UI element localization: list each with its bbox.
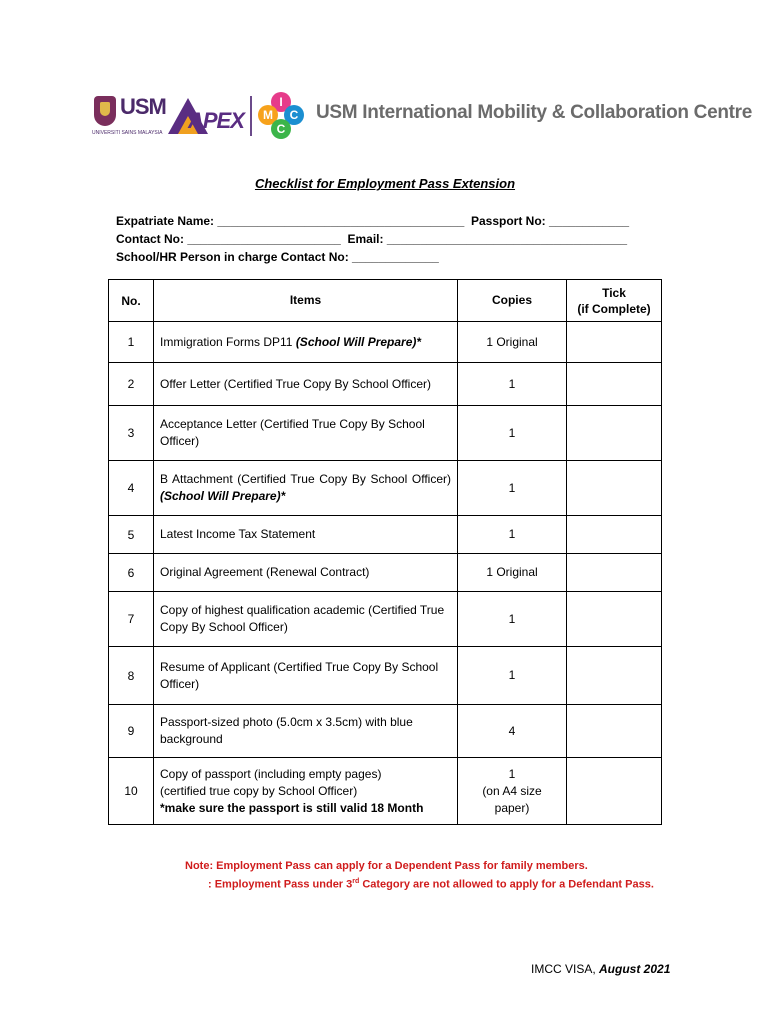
row-tick-cell[interactable] xyxy=(567,461,662,516)
row-tick-cell[interactable] xyxy=(567,322,662,363)
row-tick-cell[interactable] xyxy=(567,592,662,647)
row-item-emphasis: (School Will Prepare)* xyxy=(160,489,286,503)
centre-name: USM International Mobility & Collaboration Centre xyxy=(316,102,753,123)
header-no: No. xyxy=(109,280,154,322)
hr-contact-field[interactable]: School/HR Person in charge Contact No: _____________ xyxy=(116,250,439,264)
imcc-letter-i: I xyxy=(271,92,291,112)
row-copies: 1 xyxy=(458,647,567,705)
table-row xyxy=(109,705,662,758)
passport-no-field[interactable]: Passport No: ____________ xyxy=(470,214,630,228)
usm-logo-text: USM xyxy=(120,94,166,119)
email-field[interactable]: Email: ____________________________________ xyxy=(347,232,628,246)
row-no: 3 xyxy=(109,406,154,461)
table-row xyxy=(109,363,662,406)
header-copies: Copies xyxy=(458,280,567,322)
table-header-row xyxy=(109,280,662,322)
note-text: Category are not allowed to apply for a Defendant Pass. xyxy=(359,878,654,891)
row-item: Resume of Applicant (Certified True Copy By School Officer) xyxy=(154,647,458,705)
row-item xyxy=(154,461,458,516)
row-no: 9 xyxy=(109,705,154,758)
row-tick-cell[interactable] xyxy=(567,363,662,406)
table-row xyxy=(109,554,662,592)
row-no: 8 xyxy=(109,647,154,705)
expatriate-name-field[interactable]: Expatriate Name: _____________________________________ xyxy=(116,214,465,228)
header-items: Items xyxy=(154,280,458,322)
table-row xyxy=(109,592,662,647)
table-row xyxy=(109,758,662,825)
contact-line xyxy=(116,232,627,246)
row-item: Offer Letter (Certified True Copy By School Officer) xyxy=(154,363,458,406)
checklist-table xyxy=(108,279,662,825)
expatriate-line xyxy=(116,214,629,228)
imcc-letter-c1: C xyxy=(284,105,304,125)
row-tick-cell[interactable] xyxy=(567,554,662,592)
usm-logo-subtext: UNIVERSITI SAINS MALAYSIA xyxy=(92,130,163,136)
page-title: Checklist for Employment Pass Extension xyxy=(254,176,516,191)
footer-text: IMCC VISA, xyxy=(531,962,600,976)
row-no: 10 xyxy=(109,758,154,825)
row-item: Acceptance Letter (Certified True Copy By School Officer) xyxy=(154,406,458,461)
row-no: 4 xyxy=(109,461,154,516)
note-superscript: rd xyxy=(352,878,360,885)
table-row xyxy=(109,647,662,705)
row-tick-cell[interactable] xyxy=(567,647,662,705)
apex-logo-text: APEX xyxy=(188,108,244,133)
row-no: 2 xyxy=(109,363,154,406)
table-row xyxy=(109,322,662,363)
row-copies: 1 xyxy=(458,406,567,461)
row-item-warning: *make sure the passport is still valid 18 Month xyxy=(160,800,424,815)
imcc-logo xyxy=(258,92,304,140)
imcc-letter-c2: C xyxy=(271,119,291,139)
row-no: 7 xyxy=(109,592,154,647)
row-item: Latest Income Tax Statement xyxy=(154,516,458,554)
header-tick xyxy=(567,280,662,322)
contact-no-field[interactable]: Contact No: _______________________ xyxy=(116,232,341,246)
table-row xyxy=(109,461,662,516)
table-row xyxy=(109,516,662,554)
imcc-letter-m: M xyxy=(258,105,278,125)
header-tick-sublabel: (if Complete) xyxy=(577,301,651,316)
row-copies: 1 xyxy=(458,461,567,516)
row-copies-line: (on A4 size xyxy=(482,783,542,798)
row-item: Passport-sized photo (5.0cm x 3.5cm) with blue background xyxy=(154,705,458,758)
row-copies: 1 xyxy=(458,363,567,406)
row-item-line: Copy of passport (including empty pages) xyxy=(160,766,382,781)
row-copies: 1 xyxy=(458,592,567,647)
usm-logo xyxy=(92,92,166,140)
row-no: 1 xyxy=(109,322,154,363)
logo-divider xyxy=(250,96,252,136)
note-dependent-pass: Note: Employment Pass can apply for a Dependent Pass for family members. xyxy=(185,860,588,872)
row-item-text: Immigration Forms DP11 xyxy=(160,334,296,349)
usm-crest-icon xyxy=(94,96,116,126)
note-third-category xyxy=(208,878,654,891)
row-item-text: B Attachment (Certified True Copy By School Officer) xyxy=(160,472,451,486)
row-item-line: (certified true copy by School Officer) xyxy=(160,783,358,798)
row-copies: 1 xyxy=(458,516,567,554)
row-tick-cell[interactable] xyxy=(567,705,662,758)
footer-date: August 2021 xyxy=(599,962,671,976)
page-footer xyxy=(531,962,670,976)
row-no: 5 xyxy=(109,516,154,554)
row-tick-cell[interactable] xyxy=(567,406,662,461)
note-text: : Employment Pass under 3 xyxy=(208,878,353,891)
row-item: Original Agreement (Renewal Contract) xyxy=(154,554,458,592)
row-copies: 1 Original xyxy=(458,554,567,592)
row-item-emphasis: (School Will Prepare)* xyxy=(295,334,422,349)
row-copies-line: 1 xyxy=(508,766,516,781)
row-item: Copy of highest qualification academic (Certified True Copy By School Officer) xyxy=(154,592,458,647)
header-tick-label: Tick xyxy=(602,285,626,300)
row-tick-cell[interactable] xyxy=(567,516,662,554)
row-item xyxy=(154,758,458,825)
row-no: 6 xyxy=(109,554,154,592)
table-row xyxy=(109,406,662,461)
row-tick-cell[interactable] xyxy=(567,758,662,825)
row-item xyxy=(154,322,458,363)
row-copies xyxy=(458,758,567,825)
row-copies-line: paper) xyxy=(494,800,530,815)
page-header xyxy=(92,92,753,144)
row-copies: 1 Original xyxy=(458,322,567,363)
row-copies: 4 xyxy=(458,705,567,758)
apex-logo xyxy=(164,94,244,138)
